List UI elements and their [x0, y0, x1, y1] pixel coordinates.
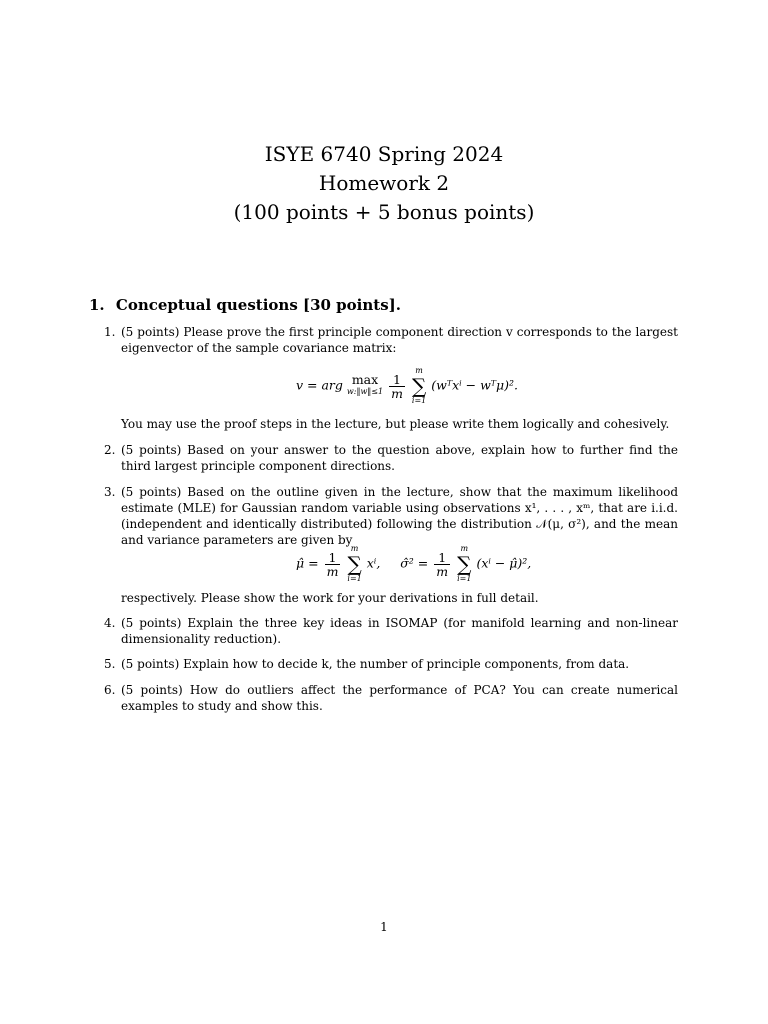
question-text: (5 points) Based on the outline given in the lecture, show that the maximum likelihood estimate (MLE) for Gaussian random variable using observations x¹, . . . , xᵐ, that are i.i.d. (independent and identically distributed) following the distribution 𝒩(μ, σ²), and the mean and variance parameters are given by — [121, 485, 678, 547]
equation-mle — [0, 544, 768, 584]
equation-principal-component — [0, 366, 768, 406]
eq2-sum1-top: m — [350, 544, 359, 553]
eq2-sigma-2: ∑ — [457, 552, 472, 576]
question-number: 6. — [104, 683, 116, 697]
eq-max-label: max — [351, 372, 379, 387]
question-number: 4. — [104, 616, 116, 630]
homework-title: Homework 2 — [318, 171, 450, 195]
question-number: 1. — [104, 325, 116, 339]
question-text: respectively. Please show the work for your derivations in full detail. — [121, 591, 539, 605]
eq2-sum-1 — [347, 544, 361, 584]
eq-frac-num: 1 — [389, 373, 405, 387]
eq2-frac1-den: m — [326, 563, 339, 579]
eq2-body-variance: (xⁱ − μ̂)², — [476, 555, 532, 571]
course-title: ISYE 6740 Spring 2024 — [264, 142, 504, 166]
question-6 — [104, 682, 678, 714]
eq-body: (wᵀxⁱ − wᵀμ)². — [431, 377, 519, 393]
eq2-frac2-num: 1 — [434, 551, 450, 565]
page-number: 1 — [380, 920, 388, 934]
question-1 — [104, 324, 678, 356]
points-subtitle: (100 points + 5 bonus points) — [233, 200, 535, 224]
eq-argmax — [347, 374, 383, 398]
eq2-sum-2 — [457, 544, 471, 584]
eq2-lhs-mean: μ̂ = — [296, 555, 319, 571]
question-1-followup — [104, 416, 678, 432]
question-5 — [104, 656, 678, 672]
eq2-frac2-den: m — [436, 563, 449, 579]
eq-lhs: v = arg — [296, 377, 343, 393]
eq2-sum1-bottom: i=1 — [347, 574, 362, 583]
question-text: (5 points) How do outliers affect the performance of PCA? You can create numerical examples to study and show this. — [121, 683, 678, 713]
section-number: 1. — [89, 296, 105, 314]
eq2-fraction-2 — [434, 551, 450, 578]
eq-sum-bottom: i=1 — [411, 396, 427, 405]
question-text: (5 points) Based on your answer to the question above, explain how to further find the third largest principle component directions. — [121, 443, 678, 473]
question-text: (5 points) Explain the three key ideas in ISOMAP (for manifold learning and non-linear dimensionality reduction). — [121, 616, 678, 646]
eq-frac-den: m — [391, 385, 403, 401]
eq-sigma: ∑ — [411, 374, 427, 398]
eq2-sigma-1: ∑ — [347, 552, 362, 576]
question-text: You may use the proof steps in the lecture, but please write them logically and cohesively. — [121, 417, 670, 431]
section-title: Conceptual questions [30 points]. — [115, 296, 401, 314]
question-number: 5. — [104, 657, 116, 671]
title-block — [0, 140, 768, 227]
question-text: (5 points) Please prove the first principle component direction v corresponds to the largest eigenvector of the sample covariance matrix: — [121, 325, 678, 355]
eq-sum — [412, 366, 426, 406]
eq2-frac1-num: 1 — [325, 551, 341, 565]
eq2-fraction-1 — [325, 551, 341, 578]
eq2-sum2-top: m — [460, 544, 469, 553]
question-2 — [104, 442, 678, 474]
eq2-body-mean: xⁱ, — [366, 555, 381, 571]
eq2-lhs-variance: σ̂² = — [400, 555, 429, 571]
eq-fraction — [389, 373, 405, 400]
question-number: 3. — [104, 485, 116, 499]
question-text: (5 points) Explain how to decide k, the number of principle components, from data. — [121, 657, 630, 671]
question-4 — [104, 615, 678, 647]
eq-max-sub: w:‖w‖≤1 — [346, 387, 384, 396]
question-number: 2. — [104, 443, 116, 457]
section-heading — [89, 296, 401, 314]
question-3-followup — [104, 590, 678, 606]
eq-sum-top: m — [415, 366, 423, 375]
eq2-sum2-bottom: i=1 — [457, 574, 472, 583]
question-3 — [104, 484, 678, 548]
